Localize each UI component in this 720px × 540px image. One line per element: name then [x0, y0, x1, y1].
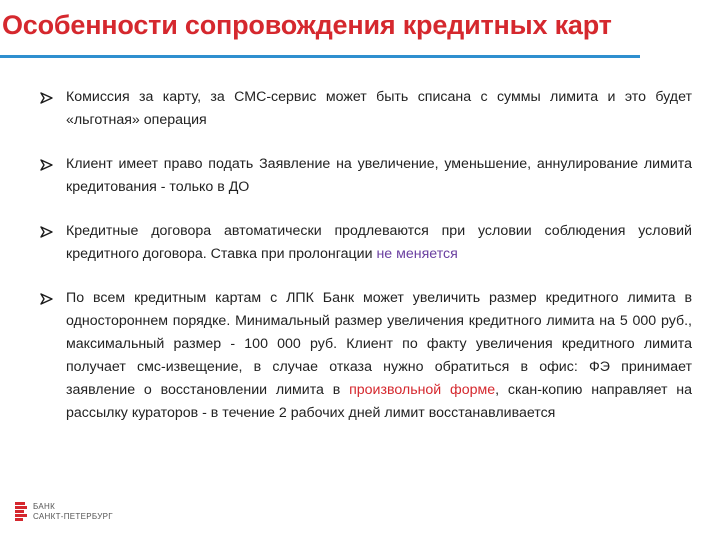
arrow-bullet-icon [40, 159, 53, 171]
bank-logo-line2: САНКТ-ПЕТЕРБУРГ [33, 512, 113, 521]
bullet-item [40, 220, 692, 266]
arrow-bullet-icon [40, 92, 53, 104]
bullet-item [40, 287, 692, 425]
bullet-text: По всем кредитным картам с ЛПК Банк может увеличить размер кредитного лимита в одностороннем порядке. Минимальный размер увеличения кредитного лимита на 5 000 руб., максимальный размер - 100 000 руб. Клиент по факту увеличения кредитного лимита получает смс-извещение, в случае отказа нужно обратиться в офис: ФЭ принимает заявление о восстановлении лимита в [66, 290, 692, 398]
bullet-text: Клиент имеет право подать Заявление на увеличение, уменьшение, аннулирование лимита кредитования - только в ДО [66, 156, 692, 195]
title-underline [0, 55, 640, 58]
bullet-text: Кредитные договора автоматически продлеваются при условии соблюдения условий кредитного договора. Ставка при пролонгации [66, 223, 692, 262]
bullet-highlight-text: произвольной форме [349, 382, 496, 398]
bank-logo-icon [14, 502, 28, 524]
slide-title: Особенности сопровождения кредитных карт [2, 10, 612, 40]
bank-logo-text [33, 502, 113, 522]
bullet-highlight-text: не меняется [376, 246, 458, 262]
arrow-bullet-icon [40, 226, 53, 238]
bullet-item [40, 153, 692, 199]
bullet-text: , скан-копию направляет на рассылку кураторов - в течение 2 рабочих дней лимит восстанавливается [66, 382, 692, 421]
bullet-item [40, 86, 692, 132]
bullet-list [40, 86, 692, 446]
arrow-bullet-icon [40, 293, 53, 305]
bank-logo [14, 500, 124, 530]
bullet-text: Комиссия за карту, за СМС-сервис может быть списана с суммы лимита и это будет «льготная» операция [66, 89, 692, 128]
bank-logo-line1: БАНК [33, 502, 56, 511]
